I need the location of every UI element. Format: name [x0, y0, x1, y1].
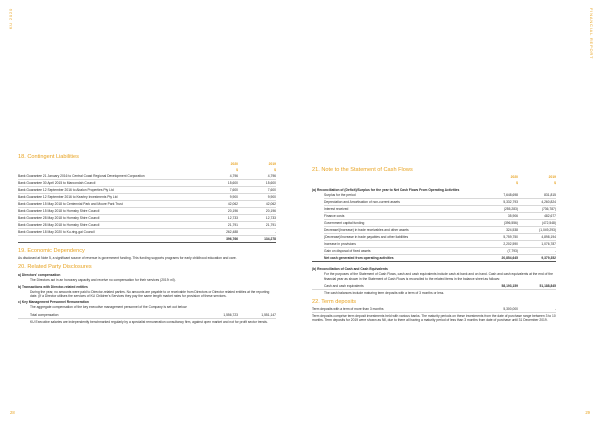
section-19-text: As disclosed at Note 5, a significant source of revenue is government funding. This funding supports programs for early childhood education and care.: [18, 256, 237, 260]
table-row: [324, 220, 556, 227]
table-row: [324, 213, 556, 220]
year-2019: 2019: [268, 161, 276, 166]
page-number-right: 29: [585, 410, 590, 415]
left-page-tab: KU 2020: [8, 8, 13, 30]
value-2020: 12,733: [227, 215, 238, 220]
row-label: Decrease/(Increase) in trade receivables and other assets: [324, 228, 409, 233]
value-2020: (255,283): [503, 207, 518, 212]
value-2020: 5,300,000: [503, 306, 518, 311]
value-2020: 2,202,590: [503, 242, 518, 247]
right-column: [312, 167, 556, 324]
row-label: Bank Guarantee 21 January 2016 to Central Coast Regional Development Corporation: [18, 173, 145, 178]
value-2019: (472,548): [541, 221, 556, 226]
row-label: Bank Guarantee 18 May 2020 to Ku-ring-gai Council: [18, 229, 95, 234]
table-row: [18, 180, 276, 187]
value-2019: 9,900: [267, 194, 276, 199]
value-2020: 5,759,750: [503, 235, 518, 240]
section-22-title: 22. Term deposits: [312, 299, 357, 306]
guarantee-total-row: [18, 236, 276, 243]
year-2020: 2020: [230, 161, 238, 166]
value-2019: 51,188,845: [539, 283, 556, 288]
value-2020: 1,556,723: [223, 312, 238, 317]
value-2020: (7,793): [507, 249, 518, 254]
value-2019: 1,551,147: [261, 312, 276, 317]
table-row: [18, 173, 276, 180]
value-2020: 35,906: [507, 214, 518, 219]
section-20c-note: KU Executive salaries are independently benchmarked regularly by a specialist remuneration consultancy firm, against open market and not for profit sector trends.: [30, 319, 268, 324]
right-page-tab: FINANCIAL REPORT: [589, 8, 594, 60]
table-row: [18, 215, 276, 222]
table-row: [324, 234, 556, 241]
section-20-title: 20. Related Party Disclosures: [18, 264, 92, 271]
value-2019: 9,379,352: [541, 256, 556, 261]
section-19-title: 19. Economic Dependency: [18, 248, 85, 254]
value-2019: 12,733: [265, 215, 276, 220]
row-label: (Decrease)/Increase in trade payables and other liabilities: [324, 235, 409, 240]
value-2019: (736,787): [541, 207, 556, 212]
value-2020: 5,332,793: [503, 200, 518, 205]
value-2019: 831,815: [544, 193, 556, 198]
total-2019: 134,278: [264, 236, 276, 241]
value-2020: 4,796: [229, 173, 238, 178]
value-2020: 324,538: [506, 228, 518, 233]
table-row: [18, 222, 276, 229]
table-row: [324, 248, 556, 255]
row-label: Bank Guarantee 30 April 2015 to Maroondah Council: [18, 180, 96, 185]
row-label: Bank Guarantee 28 May 2018 to Hornsby Shire Council: [18, 215, 100, 220]
section-21b-text: For the purposes of the Statement of Cash Flows, cash and cash equivalents include cash at bank and on hand. Cash and cash equivalents at the end of the financial year as shown in the Statement of Cash Flows is reconciled to the related items in the balance sheet as follows:: [324, 272, 553, 281]
value-2019: 7,600: [267, 187, 276, 192]
year-2020: 2020: [510, 174, 518, 179]
value-2020: (396,556): [503, 221, 518, 226]
value-2020: 15,600: [227, 180, 238, 185]
value-2019: (1,049,293): [539, 228, 556, 233]
section-18-title: 18. Contingent Liabilities: [18, 154, 79, 160]
table-row: [18, 208, 276, 215]
row-label: Government capital funding: [324, 221, 365, 226]
row-label: Gain on disposal of fixed assets: [324, 249, 371, 254]
table-row: [18, 201, 276, 208]
cashflow-total-row: [312, 255, 556, 262]
value-2020: 58,193,159: [501, 283, 518, 288]
row-label: Bank Guarantee 15 May 2018 to Hornsby Shire Council: [18, 208, 100, 213]
row-label: Bank Guarantee 12 September 2016 to Abalon Properties Pty Ltd: [18, 187, 114, 192]
value-2020: 9,900: [229, 194, 238, 199]
total-compensation-row: [18, 312, 276, 319]
table-row: [18, 194, 276, 201]
value-2019: 42,062: [265, 201, 276, 206]
row-label: Bank Guarantee 15 May 2018 to Centennial Park and Moore Park Trust: [18, 201, 123, 206]
row-label: Finance costs: [324, 214, 345, 219]
row-label: Net cash generated from operating activities: [324, 256, 394, 261]
section-20c-text: The aggregate compensation of the key executive management personnel of the Company is set out below:: [30, 305, 188, 310]
value-2019: 20,196: [265, 208, 276, 213]
table-row: [324, 241, 556, 248]
section-21a-title: (a) Reconciliation of (Deficit)/Surplus for the year to Net Cash Flows From Operating Activities: [312, 188, 460, 192]
table-row: [324, 192, 556, 199]
section-21-title: 21. Note to the Statement of Cash Flows: [312, 167, 413, 173]
unit-2020: $: [516, 180, 518, 185]
section-20b-text: During the year, no amounts were paid to Director-related parties. No amounts are payable to or receivable from Directors or Director related entities at the reporting date. (If a Director utilises the services of KU Children's Services they pay the same length market rates for provision of these services.: [30, 289, 270, 299]
year-2019: 2019: [548, 174, 556, 179]
unit-2020: $: [236, 167, 238, 172]
value-2019: 4,898,194: [541, 235, 556, 240]
value-2019: 1,076,787: [541, 242, 556, 247]
table-row: [324, 199, 556, 206]
value-2019: 15,600: [265, 180, 276, 185]
value-2019: -: [274, 229, 276, 234]
unit-2019: $: [274, 167, 276, 172]
value-2019: 482,677: [544, 214, 556, 219]
value-2020: 21,791: [227, 222, 238, 227]
unit-2019: $: [554, 180, 556, 185]
table-row: [324, 227, 556, 234]
section-20b-title: b) Transactions with Director-related entities: [18, 284, 88, 289]
table-row: [18, 229, 276, 236]
row-label: Term deposits with a term of more than 3 months: [312, 306, 384, 311]
value-2020: 7,648,698: [503, 193, 518, 198]
cashflow-table: [312, 192, 556, 255]
row-label: Interest received: [324, 207, 349, 212]
row-label: Surplus for the period: [324, 193, 356, 198]
section-20a-title: a) Directors' compensation: [18, 273, 61, 278]
section-20a-text: The Directors act in an honorary capacity and receive no compensation for their services (2019: nil).: [30, 278, 176, 283]
value-2020: 7,600: [229, 187, 238, 192]
cash-equivalents-row: [312, 283, 556, 290]
table-row: [324, 206, 556, 213]
row-label: Increase in provisions: [324, 242, 356, 247]
term-deposits-row: [312, 306, 556, 313]
value-2020: 262,488: [226, 229, 238, 234]
section-21b-note: The cash balances include maturing term deposits with a term of 3 months or less.: [324, 290, 445, 295]
value-2020: 20,854,645: [501, 256, 518, 261]
table-row: [18, 187, 276, 194]
value-2019: 4,796: [267, 173, 276, 178]
row-label: Depreciation and Amortisation of non-current assets: [324, 200, 400, 205]
value-2019: -: [554, 306, 556, 311]
section-21b-title: (b) Reconciliation of Cash and Cash Equivalents: [312, 267, 388, 272]
value-2020: 20,196: [227, 208, 238, 213]
total-2020: 396,766: [226, 236, 238, 241]
section-20c-title: c) Key Management Personnel Remuneration: [18, 300, 89, 305]
value-2020: 42,062: [227, 201, 238, 206]
left-column: [18, 154, 276, 326]
value-2019: 4,260,824: [541, 200, 556, 205]
value-2019: -: [554, 249, 556, 254]
row-label: Bank Guarantee 28 May 2018 to Hornsby Shire Council: [18, 222, 100, 227]
page-number-left: 28: [10, 410, 15, 415]
row-label: Bank Guarantee 12 September 2016 to Kearley Investments Pty Ltd: [18, 194, 118, 199]
units-header: [312, 180, 556, 186]
row-label: Total compensation: [30, 312, 59, 317]
section-22-text: Term deposits comprise term deposit investments held with various banks. The maturity periods on these investments from the date of purchase range between 3 to 10 months. Term deposits for 2019 were shown as Nil, due to there all having a maturity period of less than 3 months from date of purchase until 31 December 2019.: [312, 314, 556, 323]
guarantee-table: [18, 173, 276, 236]
row-label: Cash and cash equivalents: [324, 283, 364, 288]
value-2019: 21,791: [265, 222, 276, 227]
